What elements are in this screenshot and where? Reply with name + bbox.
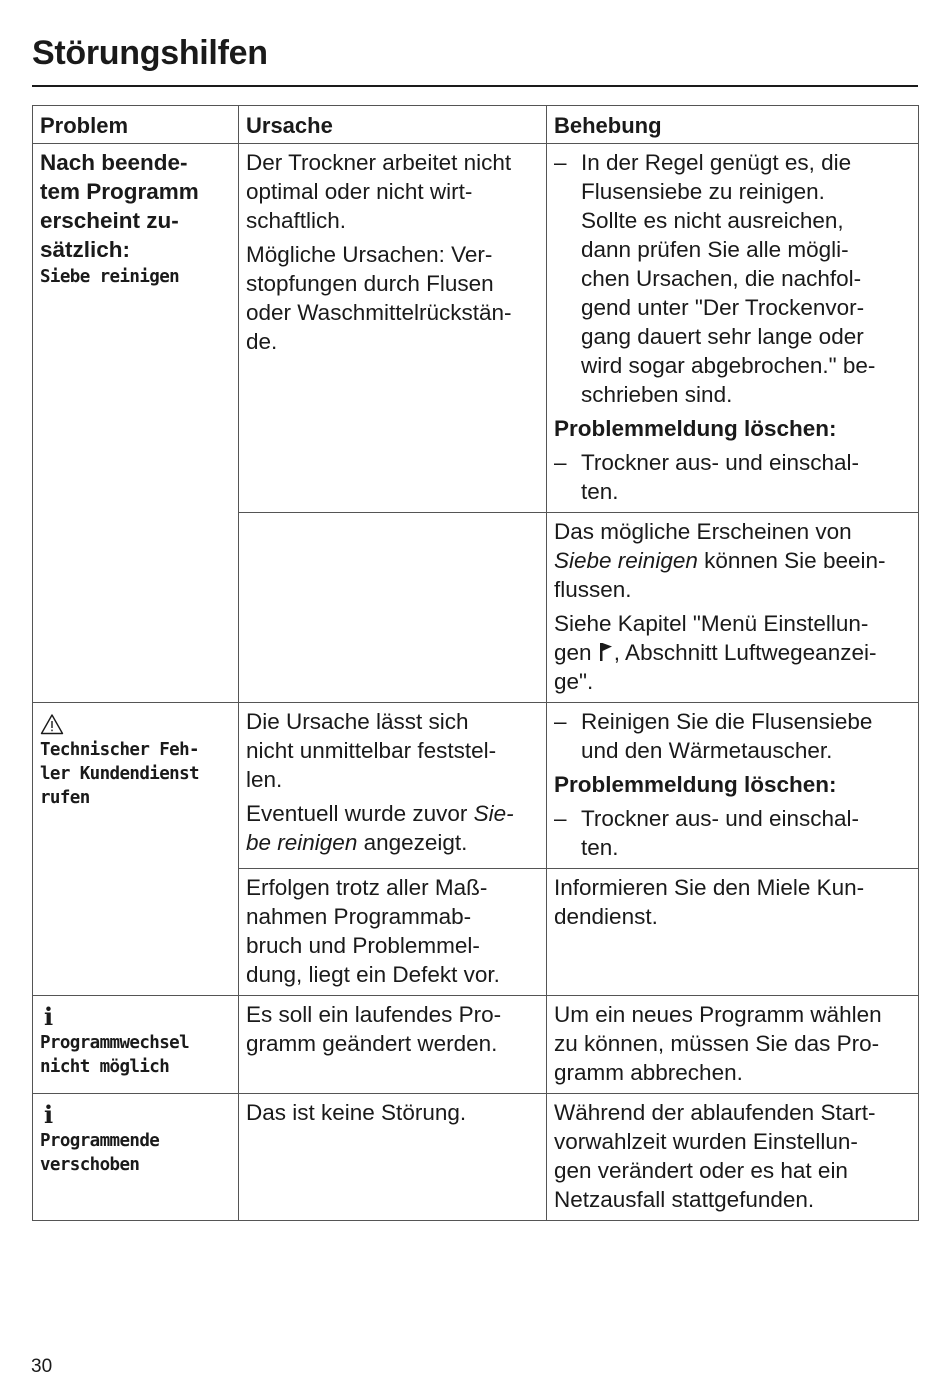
- remedy-subheading: Problemmeldung löschen:: [554, 416, 837, 441]
- problem-cell-programmwechsel: [33, 996, 239, 1094]
- table-header-row: [33, 106, 919, 144]
- cause-cell: Es soll ein laufendes Pro- gramm geändert werden.: [239, 996, 547, 1094]
- problem-cell-programmende: [33, 1094, 239, 1221]
- remedy-list-item: – Reinigen Sie die Flusensiebe und den Wärmetauscher.: [554, 709, 873, 763]
- info-icon: i: [44, 1100, 54, 1129]
- remedy-cell: [547, 703, 919, 869]
- display-message: Siebe reinigen: [40, 267, 180, 287]
- warning-icon: [40, 713, 64, 735]
- table-row: [33, 703, 919, 869]
- problem-cell-siebe-reinigen: [33, 144, 239, 703]
- info-icon: i: [44, 1002, 54, 1031]
- page-title: Störungshilfen: [32, 34, 268, 72]
- cause-paragraph: Mögliche Ursachen: Ver- stopfungen durch Flusen oder Waschmittelrückstän- de.: [246, 242, 512, 354]
- problem-cell-technischer-fehler: [33, 703, 239, 996]
- cause-cell: [239, 703, 547, 869]
- table-row: [33, 144, 919, 513]
- display-message: Technischer Feh- ler Kundendienst rufen: [40, 740, 199, 808]
- remedy-list-item: – Trockner aus- und einschal- ten.: [554, 450, 860, 504]
- remedy-cell: Während der ablaufenden Start- vorwahlzeit wurden Einstellun- gen verändert oder es hat ein Netzausfall stattgefunden.: [547, 1094, 919, 1221]
- header-remedy: Behebung: [547, 106, 919, 144]
- table-row: [33, 1094, 919, 1221]
- troubleshooting-table: [32, 105, 919, 1221]
- display-message: Programmende verschoben: [40, 1131, 160, 1175]
- remedy-subheading: Problemmeldung löschen:: [554, 772, 837, 797]
- remedy-cell: [547, 144, 919, 513]
- remedy-list-item: – Trockner aus- und einschal- ten.: [554, 806, 860, 860]
- remedy-paragraph: Das mögliche Erscheinen von Siebe reinigen können Sie beein- flussen.: [554, 519, 886, 602]
- page-number: 30: [31, 1356, 53, 1377]
- remedy-list-item: – In der Regel genügt es, die Flusensiebe zu reinigen. Sollte es nicht ausreichen, dann prüfen Sie alle mögli- chen Ursachen, die nachfol- gend unter "Der Trockenvor- gang dauert sehr lange oder wird sogar abgebrochen." be- schrieben sind.: [554, 150, 876, 407]
- cause-cell: Erfolgen trotz aller Maß- nahmen Programmab- bruch und Problemmel- dung, liegt ein Defekt vor.: [239, 869, 547, 996]
- remedy-cell: Um ein neues Programm wählen zu können, müssen Sie das Pro- gramm abbrechen.: [547, 996, 919, 1094]
- cause-cell-empty: [239, 513, 547, 703]
- display-message: Programmwechsel nicht möglich: [40, 1033, 190, 1077]
- header-cause: Ursache: [239, 106, 547, 144]
- flag-icon: [599, 642, 613, 662]
- remedy-cell: Informieren Sie den Miele Kun- dendienst.: [547, 869, 919, 996]
- cause-paragraph: Die Ursache lässt sich nicht unmittelbar feststel- len.: [246, 709, 497, 792]
- cause-cell: Das ist keine Störung.: [239, 1094, 547, 1221]
- problem-text: Nach beende- tem Programm erscheint zu- sätzlich:: [40, 150, 199, 262]
- cause-paragraph: Eventuell wurde zuvor Sie- be reinigen angezeigt.: [246, 801, 514, 855]
- remedy-cell: [547, 513, 919, 703]
- table-row: [33, 996, 919, 1094]
- cause-cell: [239, 144, 547, 513]
- header-problem: Problem: [33, 106, 239, 144]
- cause-paragraph: Der Trockner arbeitet nicht optimal oder nicht wirt- schaftlich.: [246, 150, 512, 233]
- remedy-paragraph: Siehe Kapitel "Menü Einstellun- gen , Abschnitt Luftwegeanzei- ge".: [554, 611, 877, 694]
- title-divider: [32, 85, 918, 87]
